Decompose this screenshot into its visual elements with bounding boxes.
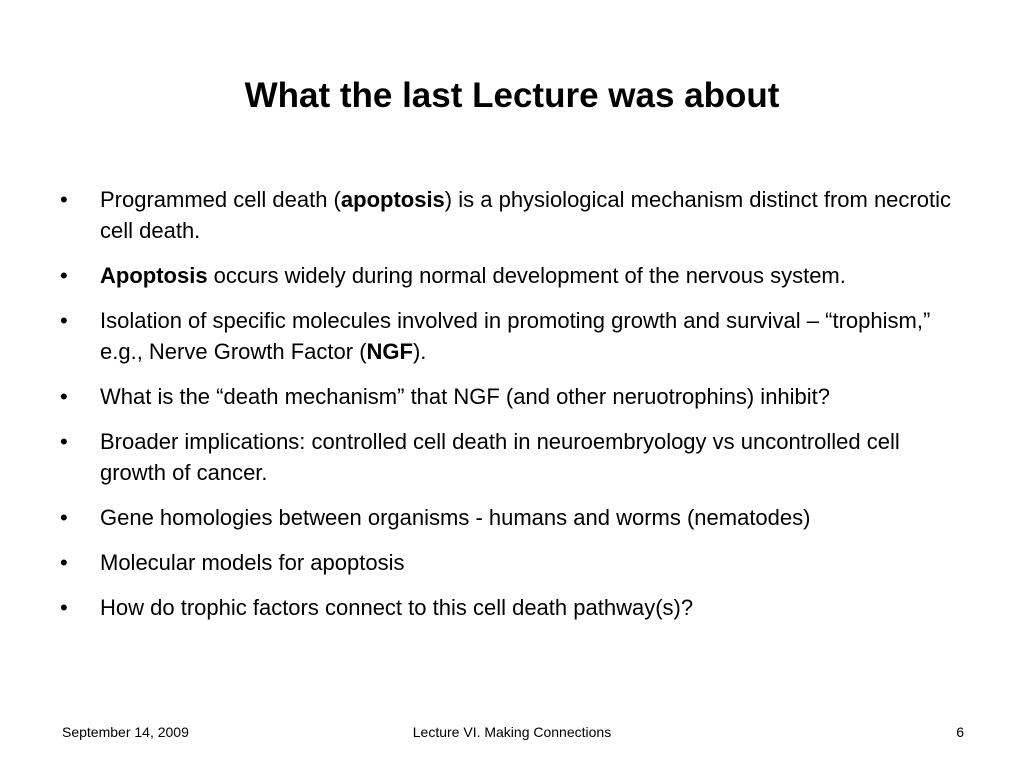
bullet-item xyxy=(58,260,958,291)
bullet-text xyxy=(100,384,830,409)
bullet-text-segment: ). xyxy=(412,339,427,364)
bullet-item xyxy=(58,381,958,412)
bullet-text xyxy=(100,595,693,620)
footer-lecture-title: Lecture VI. Making Connections xyxy=(412,724,612,740)
bullet-text-segment: occurs widely during normal development of the nervous system. xyxy=(207,263,846,288)
bullet-text xyxy=(100,429,900,485)
footer-page-number: 6 xyxy=(956,724,964,740)
bullet-text xyxy=(100,263,846,288)
bullet-text xyxy=(100,187,951,243)
bullet-text-segment: How do trophic factors connect to this cell death pathway(s)? xyxy=(100,595,694,620)
bullet-text xyxy=(100,550,404,575)
bullet-dot-icon: • xyxy=(60,550,68,575)
bullet-text-segment: Broader implications: controlled cell death in neuroembryology vs uncontrolled cell growth of cancer. xyxy=(100,429,900,485)
bullet-list xyxy=(58,184,958,637)
bullet-dot-icon: • xyxy=(60,263,68,288)
bullet-dot-icon: • xyxy=(60,384,68,409)
bullet-dot-icon: • xyxy=(60,429,68,454)
footer-date: September 14, 2009 xyxy=(62,724,189,740)
bullet-text-segment: What is the “death mechanism” that NGF (and other neruotrophins) inhibit? xyxy=(100,384,831,409)
bullet-dot-icon: • xyxy=(60,505,68,530)
bullet-dot-icon: • xyxy=(60,187,68,212)
bullet-item xyxy=(58,592,958,623)
bullet-bold-term: apoptosis xyxy=(340,187,445,212)
bullet-text xyxy=(100,308,930,364)
bullet-bold-term: Apoptosis xyxy=(100,263,208,288)
bullet-text-segment: Gene homologies between organisms - humans and worms (nematodes) xyxy=(100,505,811,530)
bullet-text xyxy=(100,505,810,530)
slide-title: What the last Lecture was about xyxy=(244,76,780,115)
bullet-text-segment: Isolation of specific molecules involved in promoting growth and survival – “trophism,” e.g., Nerve Growth Factor ( xyxy=(100,308,931,364)
bullet-text-segment: Programmed cell death ( xyxy=(100,187,341,212)
bullet-text-segment: Molecular models for apoptosis xyxy=(100,550,405,575)
bullet-item xyxy=(58,547,958,578)
bullet-bold-term: NGF xyxy=(366,339,413,364)
bullet-item xyxy=(58,426,958,488)
bullet-text-segment: ) is a physiological mechanism distinct from necrotic cell death. xyxy=(100,187,951,243)
bullet-item xyxy=(58,184,958,246)
bullet-item xyxy=(58,305,958,367)
bullet-dot-icon: • xyxy=(60,595,68,620)
bullet-dot-icon: • xyxy=(60,308,68,333)
bullet-item xyxy=(58,502,958,533)
